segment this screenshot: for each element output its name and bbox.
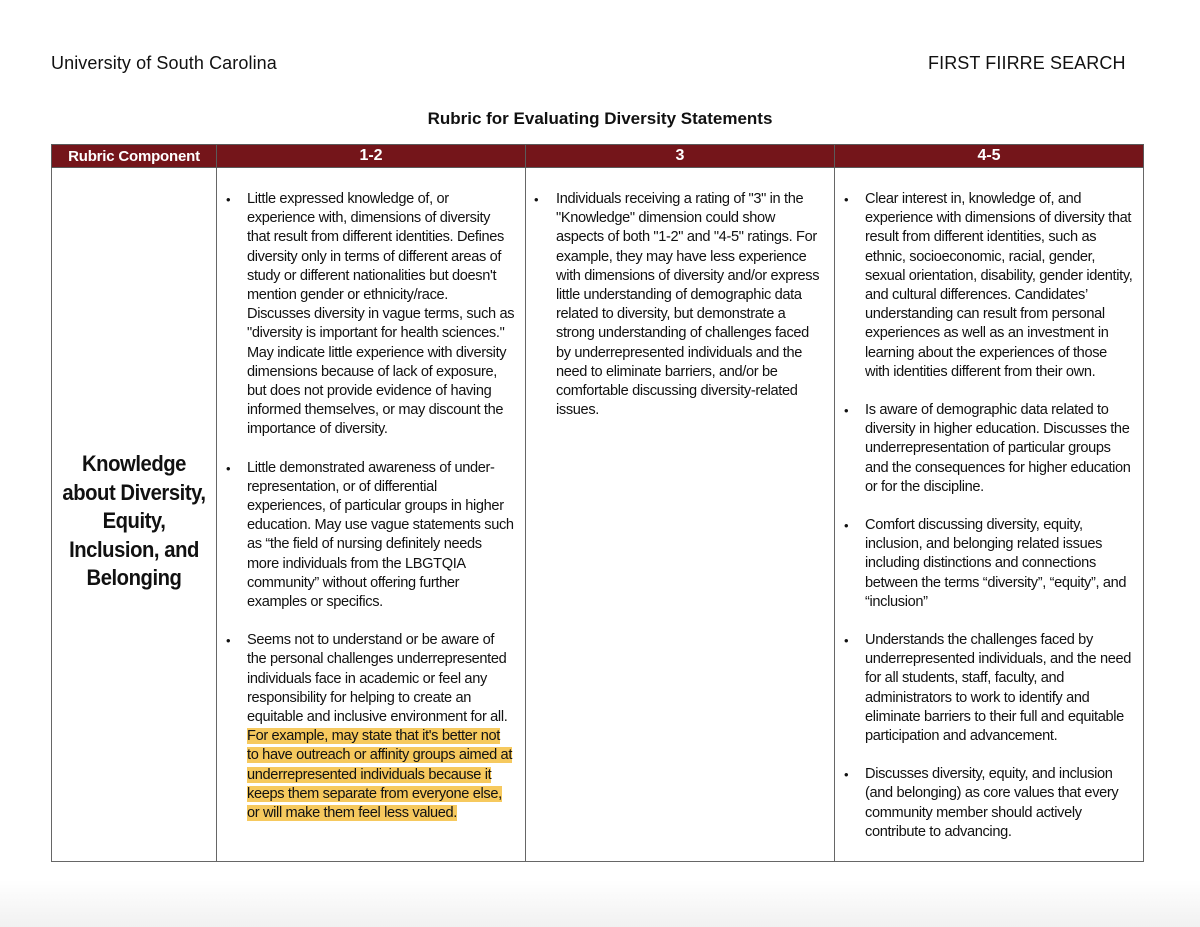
- criterion-text: Discusses diversity, equity, and inclusion (and belonging) as core values that every community member should actively contribute to advancing.: [865, 766, 1119, 840]
- search-name: FIRST FIIRRE SEARCH: [928, 53, 1126, 73]
- criterion-text: Little expressed knowledge of, or experience with, dimensions of diversity that result from different identities. Defines diversity only in terms of different areas of study or different nationalities but doesn't mention gender or ethnicity/race. Discusses diversity in vague terms, such as "diversity is important for health sciences." May indicate little experience with diversity dimensions because of lack of exposure, but does not provide evidence of having informed themselves, or may discount the importance of diversity.: [247, 191, 515, 438]
- criterion-text: Little demonstrated awareness of under-representation, or of differential experiences, of particular groups in higher education. May use vague statements such as “the field of nursing definitely needs more individuals from the LBGTQIA community” without offering further examples or specifics.: [247, 459, 514, 611]
- criterion-item: [217, 459, 515, 613]
- bullet-icon: •: [844, 767, 849, 783]
- criterion-text: Comfort discussing diversity, equity, inclusion, and belonging related issues including distinctions and connections between the terms “diversity”, “equity”, and “inclusion”: [865, 517, 1127, 610]
- component-label: Knowledge about Diversity, Equity, Inclusion, and Belonging: [62, 451, 206, 591]
- criterion-item: [835, 631, 1133, 746]
- criterion-text: Is aware of demographic data related to diversity in higher education. Discusses the underrepresentation of particular groups and the consequences for higher education or for the discipline.: [865, 402, 1131, 495]
- institution-name: University of South Carolina: [51, 53, 277, 73]
- bullet-icon: •: [844, 403, 849, 419]
- rubric-table: [51, 144, 1144, 862]
- rubric-header-row: [52, 145, 1144, 168]
- criteria-list-4-5: [835, 168, 1143, 842]
- criteria-list-1-2: [217, 168, 525, 823]
- criterion-item: [835, 401, 1133, 497]
- criterion-item: [835, 190, 1133, 382]
- document-title: Rubric for Evaluating Diversity Statements: [427, 109, 773, 128]
- criterion-text: Understands the challenges faced by underrepresented individuals, and the need for all students, staff, faculty, and administrators to work to identify and eliminate barriers to their full and equitable participation and advancement.: [865, 632, 1132, 745]
- criterion-item: [835, 516, 1133, 612]
- column-header-component: Rubric Component: [52, 145, 217, 168]
- bullet-icon: •: [226, 192, 231, 207]
- criterion-text: Individuals receiving a rating of "3" in the "Knowledge" dimension could show aspects of both "1-2" and "4-5" ratings. For example, they may have less experience with dimensions of diversity and/or express little understanding of demographic data related to diversity, but demonstrate a strong understanding of challenges faced by underrepresented individuals and the need to eliminate barriers, and/or be comfortable discussing diversity-related issues.: [556, 191, 820, 419]
- criterion-item: [526, 190, 824, 420]
- column-header-4-5: 4-5: [835, 145, 1144, 168]
- criterion-item: [217, 631, 515, 823]
- bullet-icon: •: [844, 192, 849, 207]
- column-header-1-2: 1-2: [217, 145, 526, 168]
- bullet-icon: •: [226, 460, 231, 476]
- bullet-icon: •: [844, 518, 849, 534]
- component-cell: [52, 168, 217, 862]
- page-bottom-shade: [0, 880, 1200, 927]
- criterion-text: Clear interest in, knowledge of, and experience with dimensions of diversity that result from different identities, such as ethnic, socioeconomic, racial, gender, sexual orientation, disability, gender identity, and cultural differences. Candidates’ understanding can result from personal experiences as well as an investment in learning about the experiences of those with identities different from their own.: [865, 191, 1133, 380]
- criteria-list-3: [526, 168, 834, 420]
- highlighted-example: For example, may state that it's better not to have outreach or affinity groups aimed at underrepresented individuals because it keeps them separate from everyone else, or will make them feel less valued.: [247, 728, 513, 822]
- bullet-icon: •: [844, 633, 849, 649]
- rubric-row-knowledge: [52, 168, 1144, 862]
- criterion-text: Seems not to understand or be aware of the personal challenges underrepresented individuals face in academic or feel any responsibility for helping to create an equitable and inclusive environment for all.: [247, 632, 508, 726]
- bullet-icon: •: [534, 192, 539, 207]
- bullet-icon: •: [226, 633, 231, 649]
- criterion-item: [217, 190, 515, 440]
- column-header-3: 3: [526, 145, 835, 168]
- criterion-item: [835, 765, 1133, 842]
- rating-cell-1-2: [217, 168, 526, 862]
- rating-cell-3: [526, 168, 835, 862]
- rating-cell-4-5: [835, 168, 1144, 862]
